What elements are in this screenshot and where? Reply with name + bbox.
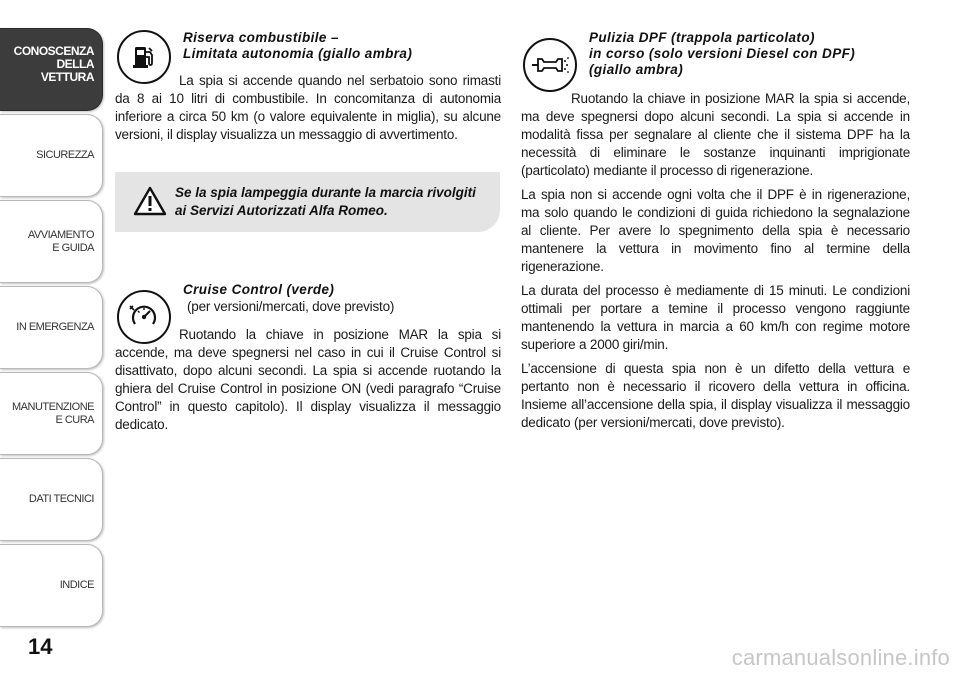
watermark: carmanualsonline.info	[731, 645, 950, 670]
dpf-paragraph-3: La durata del processo è mediamente di 15 minuti. Le condizioni ottimali per portare a temine il processo vengono raggiunte mantenendo la vettura in marcia a 60 km/h con regime motore superiore a 2000 giri/min.	[521, 283, 910, 352]
dpf-title-1: Pulizia DPF (trappola particolato)	[589, 30, 815, 45]
tab-avviamento-e-guida[interactable]: AVVIAMENTO E GUIDA	[0, 200, 103, 283]
cruise-control-subtitle: (per versioni/mercati, dove previsto)	[187, 299, 395, 314]
warning-box	[115, 172, 500, 232]
dpf-title-3: (giallo ambra)	[589, 62, 684, 77]
chapter-sidebar	[0, 28, 103, 630]
cruise-control-title: Cruise Control (verde)	[183, 282, 335, 297]
fuel-reserve-title-2: Limitata autonomia (giallo ambra)	[183, 46, 413, 61]
dpf-paragraph-4: L’accensione di questa spia non è un difetto della vettura e pertanto non è necessario il ricovero della vettura in officina. Insieme all’accensione della spia, il display visualizza il messaggio dedicato (per versioni/mercati, dove previsto).	[521, 361, 910, 430]
tab-in-emergenza[interactable]: IN EMERGENZA	[0, 286, 103, 369]
tab-conoscenza-della-vettura[interactable]: CONOSCENZA DELLA VETTURA	[0, 28, 103, 111]
warning-triangle-icon	[133, 186, 167, 216]
dpf-title-2: in corso (solo versioni Diesel con DPF)	[589, 46, 856, 61]
cruise-control-body: Ruotando la chiave in posizione MAR la spia si accende, ma deve spegnersi nel caso in cui il Cruise Control si disattivato, dopo alcuni secondi. La spia si accende ruotando la ghiera del Cruise Control in posizione ON (vedi paragrafo “Cruise Control” in questo capitolo). Il display visualizza il messaggio dedicato.	[115, 327, 501, 432]
fuel-reserve-body: La spia si accende quando nel serbatoio sono rimasti da 8 ai 10 litri di combustibile. In concomitanza di autonomia inferiore a circa 50 km (o valore equivalente in miglia), su alcune versioni, il display visualizza un messaggio di avvertimento.	[115, 73, 501, 142]
fuel-reserve-title-1: Riserva combustibile –	[183, 30, 339, 45]
tab-dati-tecnici[interactable]: DATI TECNICI	[0, 458, 103, 541]
tab-indice[interactable]: INDICE	[0, 544, 103, 627]
dpf-filter-icon	[523, 38, 577, 92]
warning-text: Se la spia lampeggia durante la marcia rivolgiti ai Servizi Autorizzati Alfa Romeo.	[175, 185, 476, 218]
dpf-paragraph-2: La spia non si accende ogni volta che il DPF è in rigenerazione, ma solo quando le condizioni di guida richiedono la segnalazione al cliente. Per avere lo spegnimento della spia è necessario mantenere la vettura in movimento fino al termine della rigenerazione.	[521, 187, 910, 274]
dpf-paragraph-1: Ruotando la chiave in posizione MAR la spia si accende, ma deve spegnersi dopo alcuni secondi. La spia si accende in modalità fissa per segnalare al cliente che il sistema DPF ha la necessità di eliminare le sostanze inquinanti imprigionate (particolato) mediante il processo di rigenerazione.	[521, 91, 910, 178]
page-number: 14	[28, 634, 53, 659]
tab-manutenzione-e-cura[interactable]: MANUTENZIONE E CURA	[0, 372, 103, 455]
tab-sicurezza[interactable]: SICUREZZA	[0, 114, 103, 197]
